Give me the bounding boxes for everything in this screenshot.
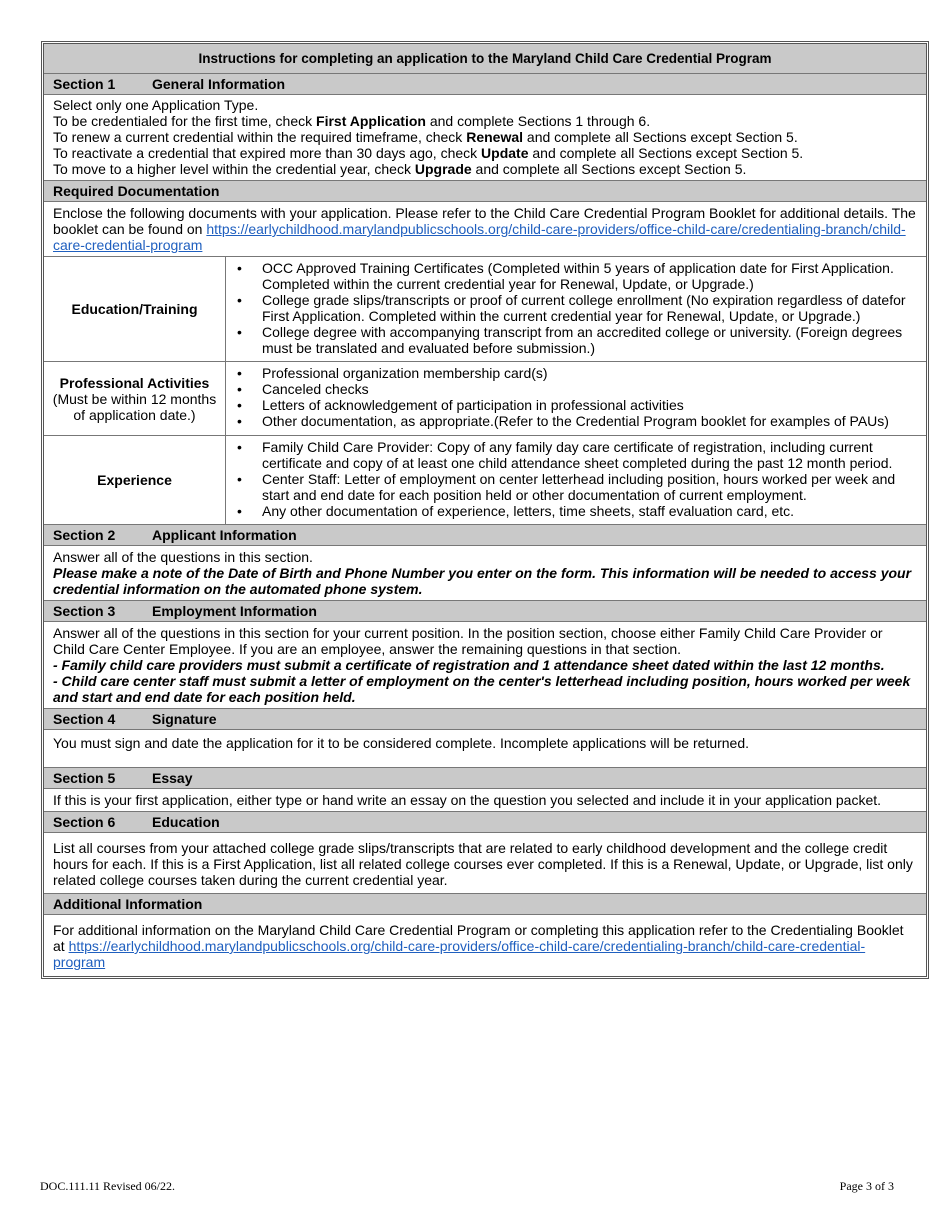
section-2-header: Section 2 Applicant Information xyxy=(44,525,926,546)
section-5-body: If this is your first application, either type or hand write an essay on the question you selected and include it in your application packet. xyxy=(44,789,926,812)
section-4-header: Section 4 Signature xyxy=(44,709,926,730)
list-item: • Professional organization membership card(s) xyxy=(234,365,918,381)
professional-activities-label: Professional Activities (Must be within 12 months of application date.) xyxy=(44,362,226,435)
section-2-body: Answer all of the questions in this section. Please make a note of the Date of Birth and Phone Number you enter on the form. This information will be needed to access your credential information on the automated phone system. xyxy=(44,546,926,601)
application-type-line: Select only one Application Type. xyxy=(53,97,259,113)
section-3-note: - Child care center staff must submit a letter of employment on the center's letterhead including position, hours worked per week and start and end date for each position held. xyxy=(53,673,911,705)
experience-row xyxy=(44,436,926,525)
list-item: • Any other documentation of experience, letters, time sheets, staff evaluation card, etc. xyxy=(234,503,918,519)
professional-activities-row xyxy=(44,362,926,436)
list-item: • Center Staff: Letter of employment on center letterhead including position, hours worked per week and start and end date for each position held or other documentation of current employment. xyxy=(234,471,918,503)
list-item: • College degree with accompanying transcript from an accredited college or university. (Foreign degrees must be translated and evaluated before submission.) xyxy=(234,324,918,356)
section-2-note: Please make a note of the Date of Birth and Phone Number you enter on the form. This information will be needed to access your credential information on the automated phone system. xyxy=(53,565,912,597)
list-item: • Canceled checks xyxy=(234,381,918,397)
application-type-line: To reactivate a credential that expired more than 30 days ago, check Update and complete all Sections except Section 5. xyxy=(53,145,804,161)
section-3-header: Section 3 Employment Information xyxy=(44,601,926,622)
section-5-header: Section 5 Essay xyxy=(44,768,926,789)
additional-information-header: Additional Information xyxy=(44,894,926,915)
section-number: Section 1 xyxy=(53,76,116,92)
page-number: Page 3 of 3 xyxy=(839,1179,894,1193)
additional-information-body: For additional information on the Maryland Child Care Credential Program or completing this application refer to the Credentialing Booklet at https://earlychildhood.marylandpublicschools.org/child-care-providers/office-child-care/credentialing-branch/child-care-credential-program xyxy=(53,922,904,970)
section-name: General Information xyxy=(152,76,286,92)
list-item: • Letters of acknowledgement of participation in professional activities xyxy=(234,397,918,413)
section-6-header: Section 6 Education xyxy=(44,812,926,833)
page-title: Instructions for completing an application to the Maryland Child Care Credential Program xyxy=(44,44,926,74)
credentialing-booklet-link[interactable]: https://earlychildhood.marylandpublicschools.org/child-care-providers/office-child-care/credentialing-branch/child-care-credential-program xyxy=(53,938,866,970)
education-training-label: Education/Training xyxy=(44,257,226,361)
application-type-line: To be credentialed for the first time, check First Application and complete Sections 1 through 6. xyxy=(53,113,651,129)
section-4-body: You must sign and date the application for it to be considered complete. Incomplete applications will be returned. xyxy=(44,730,926,768)
experience-label: Experience xyxy=(44,436,226,524)
list-item: • Other documentation, as appropriate.(Refer to the Credential Program booklet for examples of PAUs) xyxy=(234,413,918,429)
section-1-header xyxy=(44,74,926,95)
section-3-note: - Family child care providers must submit a certificate of registration and 1 attendance sheet dated within the last 12 months. xyxy=(53,657,885,673)
list-item: • College grade slips/transcripts or proof of current college enrollment (No expiration regardless of datefor First Application. Completed within the current credential year for Renewal, Update, or Upgrade.) xyxy=(234,292,918,324)
section-6-body: List all courses from your attached college grade slips/transcripts that are related to early childhood development and the college credit hours for each. If this is a First Application, list all related college courses ever completed. If this is a Renewal, Update, or Upgrade, list only related college courses taken during the current credential year. xyxy=(44,833,926,894)
section-1-body xyxy=(44,95,926,181)
application-type-line: To renew a current credential within the required timeframe, check Renewal and complete all Sections except Section 5. xyxy=(53,129,798,145)
list-item: • OCC Approved Training Certificates (Completed within 5 years of application date for First Application. Completed within the current credential year for Renewal, Update, or Upgrade.) xyxy=(234,260,918,292)
booklet-link[interactable]: https://earlychildhood.marylandpublicschools.org/child-care-providers/office-child-care/credentialing-branch/child-care-credential-program xyxy=(53,221,906,253)
required-documentation-intro: Enclose the following documents with your application. Please refer to the Child Care Credential Program Booklet for additional details. The booklet can be found on https://earlychildhood.marylandpublicschools.org/child-care-providers/office-child-care/credentialing-branch/child-care-credential-program xyxy=(44,202,926,257)
education-training-row xyxy=(44,257,926,362)
application-type-line: To move to a higher level within the credential year, check Upgrade and complete all Sections except Section 5. xyxy=(53,161,747,177)
instructions-table xyxy=(43,43,927,977)
required-documentation-header: Required Documentation xyxy=(44,181,926,202)
document-id: DOC.111.11 Revised 06/22. xyxy=(40,1179,175,1193)
list-item: • Family Child Care Provider: Copy of any family day care certificate of registration, including current certificate and copy of at least one child attendance sheet completed during the past 12 month period. xyxy=(234,439,918,471)
professional-activities-note: (Must be within 12 months of application date.) xyxy=(52,390,217,423)
section-3-body: Answer all of the questions in this section for your current position. In the position section, choose either Family Child Care Provider or Child Care Center Employee. If you are an employee, answer the remaining questions in that section. - Family child care providers must submit a certificate of registration and 1 attendance sheet dated within the last 12 months. - Child care center staff must submit a letter of employment on the center's letterhead including position, hours worked per week and start and end date for each position held. xyxy=(44,622,926,709)
